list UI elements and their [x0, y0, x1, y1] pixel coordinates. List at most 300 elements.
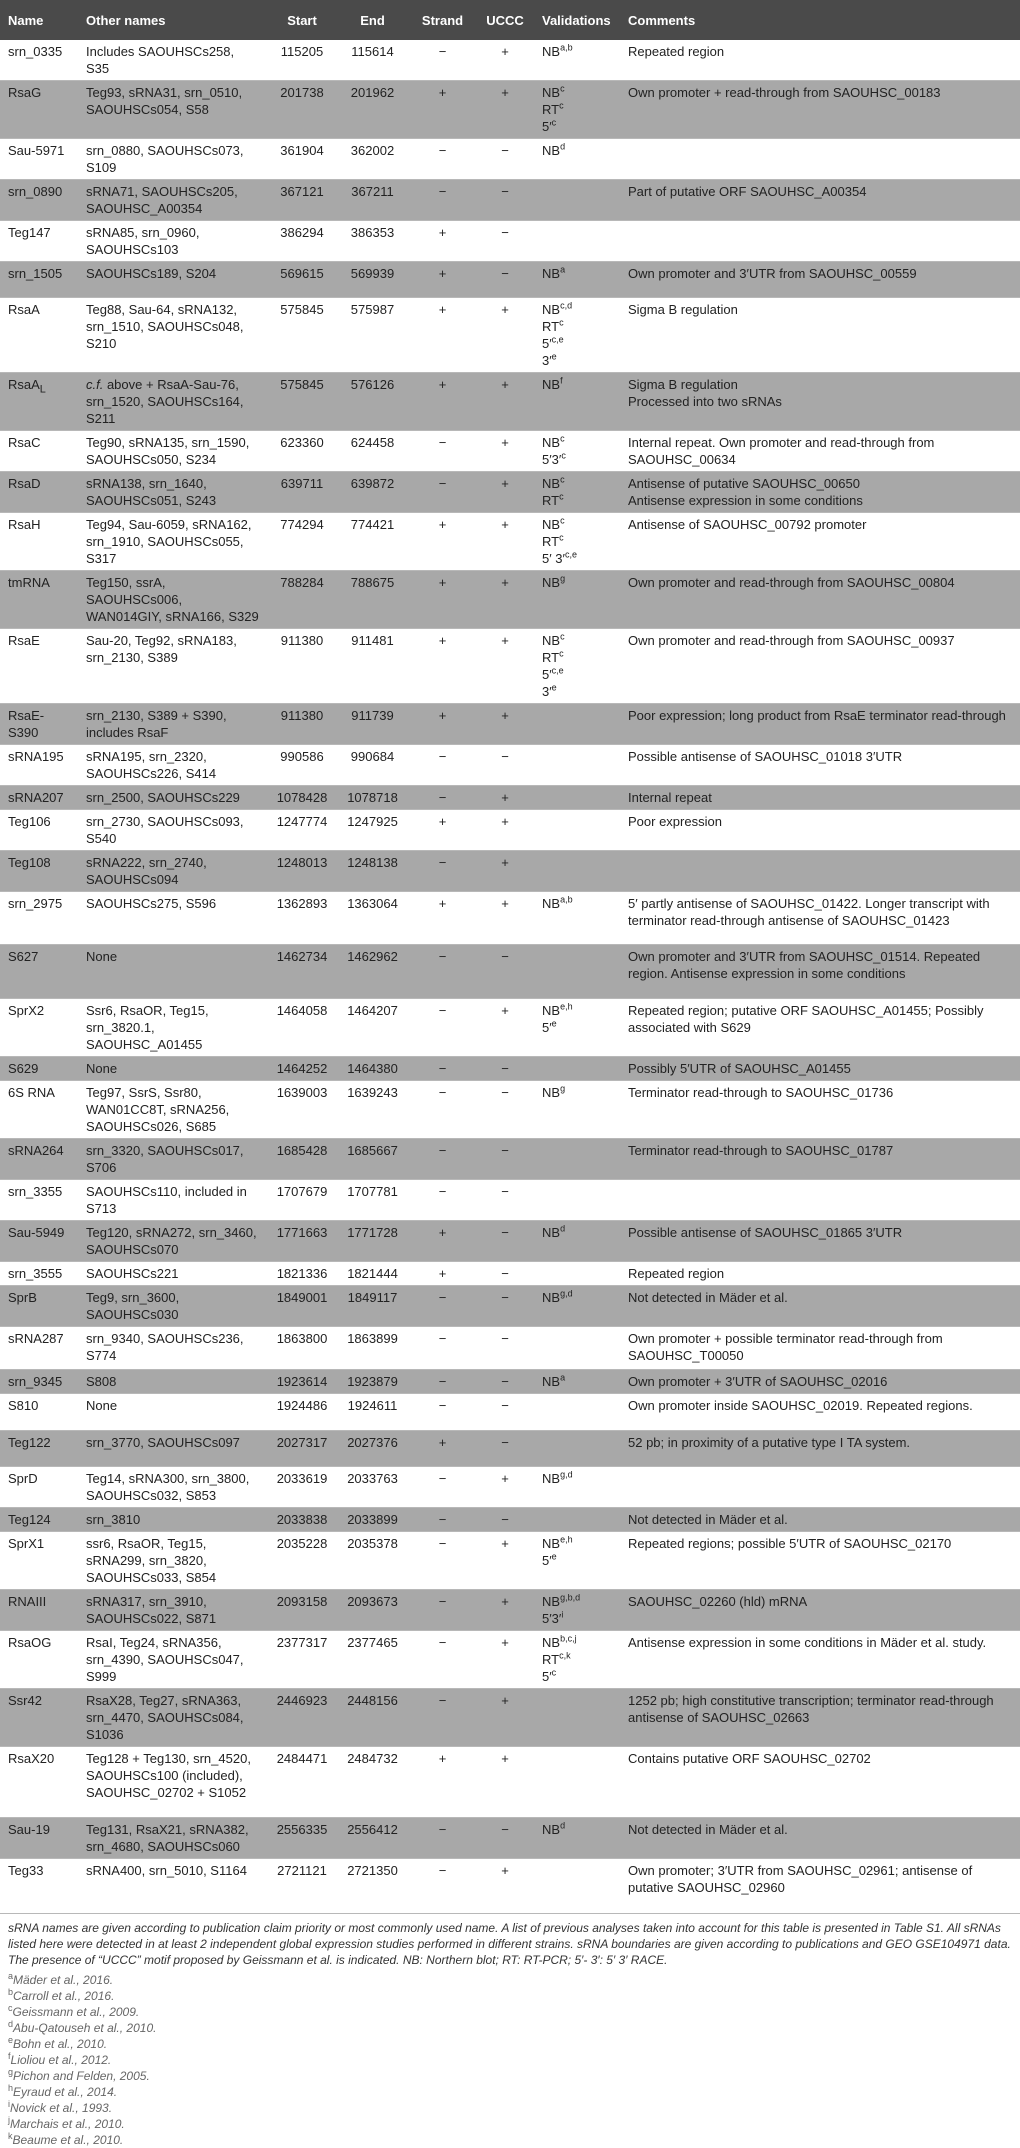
- cell-strand: −: [438, 1085, 447, 1100]
- cell-comments: Sigma B regulation: [628, 302, 738, 317]
- cell-uccc: −: [476, 1221, 534, 1262]
- table-row: [0, 1532, 1020, 1590]
- col-header-name: Name: [0, 0, 78, 40]
- cell-start: 2035228: [276, 1536, 328, 1551]
- cell-strand: −: [409, 851, 476, 892]
- table-notes: [0, 1914, 1020, 2148]
- table-row: [0, 1081, 1020, 1139]
- cell-name: Teg108: [0, 851, 78, 892]
- cell-comments: Repeated region: [628, 1266, 725, 1281]
- cell-uccc: −: [476, 180, 534, 221]
- cell-comments: Possible antisense of SAOUHSC_01018 3′UTR: [628, 749, 903, 764]
- cell-strand: +: [438, 1751, 447, 1766]
- cell-validations: NB$^{b,c,j}$ RT$^{c,k}$ $5'^c$: [542, 1633, 577, 1684]
- footnote: $^b$Carroll et al., 2016.: [8, 1987, 115, 2003]
- cell-strand: −: [409, 472, 476, 513]
- cell-name: RsaD: [0, 472, 78, 513]
- cell-validations: [534, 1859, 620, 1914]
- cell-other-names: None: [78, 945, 268, 999]
- cell-other-names: Includes SAOUHSCs258, S35: [86, 44, 235, 76]
- cell-name: SprD: [8, 1471, 38, 1486]
- table-row: [0, 704, 1020, 745]
- cell-name: RsaH: [8, 517, 41, 532]
- cell-start: 575845: [280, 302, 324, 317]
- cell-other-names: srn_2130, S389 + S390, includes RsaF: [78, 704, 268, 745]
- cell-uccc: −: [476, 945, 534, 999]
- cell-comments: Repeated region: [628, 44, 725, 59]
- cell-other-names: Teg88, Sau-64, sRNA132, srn_1510, SAOUHSCs048, S210: [86, 302, 244, 351]
- cell-start: 911380: [280, 633, 324, 648]
- cell-other-names: srn_2730, SAOUHSCs093, S540: [86, 814, 244, 846]
- cell-validations: [534, 1262, 620, 1286]
- cell-uccc: −: [501, 749, 509, 764]
- table-row: [0, 1508, 1020, 1532]
- cell-other-names: sRNA222, srn_2740, SAOUHSCs094: [78, 851, 268, 892]
- cell-uccc: +: [501, 517, 509, 532]
- table-row: [0, 1689, 1020, 1747]
- cell-name: srn_1505: [0, 262, 78, 298]
- cell-uccc: +: [501, 814, 509, 829]
- cell-validations: [534, 745, 620, 786]
- cell-end: 1849117: [336, 1286, 409, 1327]
- cell-uccc: −: [501, 143, 509, 158]
- cell-validations: [534, 810, 620, 851]
- cell-uccc: +: [501, 633, 509, 648]
- cell-name: Ssr42: [0, 1689, 78, 1747]
- cell-other-names: Teg14, sRNA300, srn_3800, SAOUHSCs032, S853: [86, 1471, 250, 1503]
- table-row: [0, 1057, 1020, 1081]
- cell-name: srn_3355: [8, 1184, 63, 1199]
- cell-uccc: +: [476, 704, 534, 745]
- cell-start: 1685428: [268, 1139, 336, 1180]
- footnote: $^g$Pichon and Felden, 2005.: [8, 2067, 150, 2083]
- cell-start: 115205: [280, 44, 324, 59]
- cell-other-names: Teg150, ssrA, SAOUHSCs006, WAN014GIY, sRNA166, S329: [78, 571, 268, 629]
- cell-uccc: −: [476, 1286, 534, 1327]
- cell-start: 1078428: [268, 786, 336, 810]
- cell-other-names: Teg90, sRNA135, srn_1590, SAOUHSCs050, S234: [86, 435, 250, 467]
- cell-other-names: SAOUHSCs275, S596: [86, 896, 217, 911]
- cell-strand: −: [409, 1057, 476, 1081]
- cell-comments: Not detected in Mäder et al.: [620, 1818, 1020, 1859]
- cell-validations: $NB^c$ $RT^c$: [534, 472, 620, 513]
- table-row: [0, 999, 1020, 1057]
- cell-comments: [620, 851, 1020, 892]
- cell-comments: Own promoter and 3′UTR from SAOUHSC_00559: [620, 262, 1020, 298]
- cell-end: 774421: [350, 517, 395, 532]
- cell-validations: [534, 1747, 620, 1818]
- cell-start: 1639003: [276, 1085, 328, 1100]
- table-row: [0, 1139, 1020, 1180]
- cell-name: RNAIII: [0, 1590, 78, 1631]
- cell-validations: $NB^d$: [542, 141, 566, 158]
- cell-strand: −: [409, 1370, 476, 1394]
- cell-other-names: srn_3810: [78, 1508, 268, 1532]
- cell-comments: Not detected in Mäder et al.: [620, 1508, 1020, 1532]
- cell-name: SprX1: [8, 1536, 45, 1551]
- cell-end: 2033899: [336, 1508, 409, 1532]
- cell-start: 774294: [280, 517, 324, 532]
- cell-validations: [534, 1394, 620, 1431]
- cell-strand: +: [438, 302, 447, 317]
- cell-start: 2027317: [268, 1431, 336, 1467]
- cell-name: 6S RNA: [8, 1085, 55, 1100]
- cell-name: sRNA264: [0, 1139, 78, 1180]
- cell-start: 575845: [268, 373, 336, 431]
- footnote: $^k$Beaume et al., 2010.: [8, 2131, 124, 2147]
- cell-validations: [534, 180, 620, 221]
- cell-end: 1707781: [347, 1184, 398, 1199]
- table-row: [0, 373, 1020, 431]
- cell-start: 1924486: [276, 1398, 328, 1413]
- cell-uccc: +: [476, 786, 534, 810]
- cell-end: 1462962: [336, 945, 409, 999]
- cell-strand: −: [409, 1139, 476, 1180]
- table-row: [0, 1370, 1020, 1394]
- cell-uccc: +: [476, 1689, 534, 1747]
- cell-comments: Terminator read-through to SAOUHSC_01736: [628, 1085, 894, 1100]
- cell-uccc: −: [501, 1266, 509, 1281]
- cell-validations: NB$^{e,h}$ $5'^e$: [542, 1534, 573, 1568]
- cell-end: 624458: [350, 435, 395, 450]
- cell-start: 201738: [268, 81, 336, 139]
- cell-end: 2377465: [347, 1635, 398, 1650]
- cell-end: 576126: [336, 373, 409, 431]
- cell-other-names: sRNA400, srn_5010, S1164: [86, 1863, 247, 1878]
- cell-validations: [534, 1057, 620, 1081]
- cell-end: 367211: [336, 180, 409, 221]
- cell-validations: $NB^c$ $RT^c$ $5'^c$: [534, 81, 620, 139]
- cell-end: 1924611: [347, 1398, 398, 1413]
- cell-validations: NB$^{a,b}$: [542, 894, 573, 911]
- cell-strand: −: [409, 786, 476, 810]
- cell-other-names: RsaI, Teg24, sRNA356, srn_4390, SAOUHSCs047, S999: [86, 1635, 244, 1684]
- cell-comments: 52 pb; in proximity of a putative type I TA system.: [620, 1431, 1020, 1467]
- cell-start: 2484471: [276, 1751, 328, 1766]
- cell-strand: +: [409, 373, 476, 431]
- cell-end: 911481: [351, 633, 394, 648]
- cell-uccc: +: [501, 1003, 509, 1018]
- col-header-end: End: [336, 0, 409, 40]
- cell-uccc: +: [476, 851, 534, 892]
- table-row: [0, 1262, 1020, 1286]
- cell-validations: [534, 1139, 620, 1180]
- footnote: $^f$Lioliou et al., 2012.: [8, 2051, 112, 2067]
- cell-start: 1362893: [276, 896, 328, 911]
- cell-uccc: −: [501, 1085, 509, 1100]
- cell-start: 1248013: [268, 851, 336, 892]
- cell-start: 2446923: [268, 1689, 336, 1747]
- cell-validations: $NB^a$: [534, 262, 620, 298]
- cell-comments: Repeated regions; possible 5′UTR of SAOUHSC_02170: [628, 1536, 952, 1551]
- cell-strand: +: [409, 571, 476, 629]
- cell-strand: +: [438, 633, 447, 648]
- cell-uccc: −: [501, 1184, 509, 1199]
- cell-other-names: S808: [78, 1370, 268, 1394]
- cell-name: RsaE-S390: [0, 704, 78, 745]
- cell-strand: −: [409, 1590, 476, 1631]
- cell-end: 2448156: [336, 1689, 409, 1747]
- cell-uccc: +: [501, 435, 509, 450]
- cell-start: 1923614: [268, 1370, 336, 1394]
- cell-name: Teg147: [8, 225, 51, 240]
- cell-strand: −: [438, 1331, 447, 1346]
- cell-end: 201962: [336, 81, 409, 139]
- table-row: [0, 810, 1020, 851]
- cell-other-names: Teg93, sRNA31, srn_0510, SAOUHSCs054, S58: [78, 81, 268, 139]
- table-row: [0, 1431, 1020, 1467]
- cell-validations: [534, 1431, 620, 1467]
- cell-uccc: −: [476, 1508, 534, 1532]
- cell-uccc: +: [501, 1471, 509, 1486]
- cell-uccc: −: [501, 1398, 509, 1413]
- table-row: [0, 262, 1020, 298]
- table-row: [0, 1180, 1020, 1221]
- cell-strand: −: [409, 1286, 476, 1327]
- cell-start: 361904: [280, 143, 324, 158]
- table-row: [0, 1631, 1020, 1689]
- cell-uccc: +: [476, 373, 534, 431]
- cell-name: srn_2975: [8, 896, 63, 911]
- cell-other-names: SAOUHSCs189, S204: [78, 262, 268, 298]
- cell-other-names: Teg131, RsaX21, sRNA382, srn_4680, SAOUHSCs060: [78, 1818, 268, 1859]
- cell-uccc: +: [501, 44, 509, 59]
- cell-other-names: sRNA317, srn_3910, SAOUHSCs022, S871: [78, 1590, 268, 1631]
- cell-comments: Own promoter and read-through from SAOUHSC_00804: [620, 571, 1020, 629]
- cell-comments: Contains putative ORF SAOUHSC_02702: [628, 1751, 871, 1766]
- cell-start: 1849001: [268, 1286, 336, 1327]
- cell-other-names: sRNA195, srn_2320, SAOUHSCs226, S414: [86, 749, 217, 781]
- cell-start: 639711: [268, 472, 336, 513]
- cell-name: S629: [0, 1057, 78, 1081]
- cell-strand: −: [409, 1818, 476, 1859]
- cell-uccc: +: [501, 1751, 509, 1766]
- cell-uccc: +: [476, 571, 534, 629]
- cell-name: Teg122: [0, 1431, 78, 1467]
- cell-other-names: Teg120, sRNA272, srn_3460, SAOUHSCs070: [78, 1221, 268, 1262]
- cell-validations: [534, 1689, 620, 1747]
- cell-comments: Sigma B regulation Processed into two sRNAs: [620, 373, 1020, 431]
- cell-start: 990586: [280, 749, 324, 764]
- cell-comments: Own promoter inside SAOUHSC_02019. Repeated regions.: [628, 1398, 973, 1413]
- cell-other-names: ssr6, RsaOR, Teg15, sRNA299, srn_3820, SAOUHSCs033, S854: [86, 1536, 217, 1585]
- cell-comments: Terminator read-through to SAOUHSC_01787: [620, 1139, 1020, 1180]
- cell-other-names: srn_3770, SAOUHSCs097: [78, 1431, 268, 1467]
- cell-name: S810: [8, 1398, 39, 1413]
- col-header-start: Start: [268, 0, 336, 40]
- cell-strand: −: [438, 1536, 447, 1551]
- cell-end: 115614: [351, 44, 394, 59]
- cell-start: 623360: [280, 435, 324, 450]
- cell-end: 362002: [350, 143, 395, 158]
- table-row: [0, 180, 1020, 221]
- table-notes-intro: sRNA names are given according to publication claim priority or most commonly used name. A list of previous analyses taken into account for this table is presented in Table S1. All sRNAs listed here were detected in at least 2 independent global expression studies performed in different strains. sRNA boundaries are given according to publications and GEO GSE104971 data. The presence of “UCCC” motif proposed by Geissmann et al. is indicated. NB: Northern blot; RT: RT-PCR; 5′- 3′: 5′ 3′ RACE.: [8, 1921, 1011, 1967]
- cell-other-names: Ssr6, RsaOR, Teg15, srn_3820.1, SAOUHSC_A01455: [86, 1003, 209, 1052]
- cell-uccc: −: [476, 262, 534, 298]
- cell-other-names: sRNA71, SAOUHSCs205, SAOUHSC_A00354: [78, 180, 268, 221]
- cell-strand: +: [438, 1266, 447, 1281]
- cell-start: 1464058: [276, 1003, 328, 1018]
- cell-other-names: Sau-20, Teg92, sRNA183, srn_2130, S389: [86, 633, 237, 665]
- cell-start: 2033619: [276, 1471, 328, 1486]
- cell-comments: Part of putative ORF SAOUHSC_A00354: [620, 180, 1020, 221]
- cell-end: 1771728: [336, 1221, 409, 1262]
- footnote-list: [8, 1972, 1012, 2148]
- cell-other-names: srn_3320, SAOUHSCs017, S706: [78, 1139, 268, 1180]
- cell-other-names: c.f. above + RsaA-Sau-76, srn_1520, SAOUHSCs164, S211: [78, 373, 268, 431]
- cell-comments: [620, 139, 1020, 180]
- table-row: [0, 513, 1020, 571]
- cell-validations: NB$^{c,d}$ $RT^c$ $5'^{c,e}$ $3'^e$: [542, 300, 573, 368]
- cell-strand: −: [438, 143, 447, 158]
- cell-strand: +: [409, 262, 476, 298]
- cell-comments: Possible antisense of SAOUHSC_01865 3′UTR: [620, 1221, 1020, 1262]
- cell-validations: [534, 945, 620, 999]
- table-row: [0, 298, 1020, 373]
- cell-start: 1771663: [268, 1221, 336, 1262]
- cell-strand: −: [438, 1398, 447, 1413]
- footnote: $^a$Mäder et al., 2016.: [8, 1971, 114, 1987]
- cell-start: 1462734: [268, 945, 336, 999]
- footnote: $^d$Abu-Qatouseh et al., 2010.: [8, 2019, 157, 2035]
- cell-name: SprB: [0, 1286, 78, 1327]
- cell-name: sRNA207: [0, 786, 78, 810]
- cell-validations: [534, 786, 620, 810]
- table-row: [0, 745, 1020, 786]
- cell-uccc: −: [501, 1331, 509, 1346]
- cell-comments: Own promoter + read-through from SAOUHSC_00183: [620, 81, 1020, 139]
- cell-uccc: −: [476, 1818, 534, 1859]
- table-row: [0, 221, 1020, 262]
- cell-name: Sau-19: [0, 1818, 78, 1859]
- cell-other-names: srn_0880, SAOUHSCs073, S109: [86, 143, 244, 175]
- cell-comments: Repeated region; putative ORF SAOUHSC_A01455; Possibly associated with S629: [628, 1003, 984, 1035]
- table-row: [0, 40, 1020, 81]
- table-row: [0, 786, 1020, 810]
- cell-strand: −: [438, 1184, 447, 1199]
- footnote: $^i$Novick et al., 1993.: [8, 2099, 113, 2115]
- cell-end: 2556412: [336, 1818, 409, 1859]
- table-row: [0, 629, 1020, 704]
- cell-start: 1247774: [276, 814, 328, 829]
- cell-comments: [620, 1467, 1020, 1508]
- cell-end: 2033763: [347, 1471, 398, 1486]
- cell-end: 1078718: [336, 786, 409, 810]
- cell-other-names: sRNA138, srn_1640, SAOUHSCs051, S243: [78, 472, 268, 513]
- cell-comments: Own promoter and 3′UTR from SAOUHSC_01514. Repeated region. Antisense expression in some conditions: [620, 945, 1020, 999]
- cell-uccc: −: [476, 1431, 534, 1467]
- cell-end: 2035378: [347, 1536, 398, 1551]
- table-row: [0, 431, 1020, 472]
- cell-name: Sau-5949: [0, 1221, 78, 1262]
- cell-name: Teg33: [8, 1863, 44, 1878]
- cell-validations: $NB^c$ $RT^c$ $5'^{c,e}$ $3'^e$: [542, 631, 565, 699]
- cell-strand: −: [438, 1471, 447, 1486]
- cell-other-names: None: [78, 1057, 268, 1081]
- table-header-row: [0, 0, 1020, 40]
- cell-end: 1923879: [336, 1370, 409, 1394]
- cell-uccc: −: [501, 225, 509, 240]
- cell-other-names: Teg9, srn_3600, SAOUHSCs030: [78, 1286, 268, 1327]
- cell-validations: $NB^d$: [534, 1221, 620, 1262]
- cell-end: 639872: [336, 472, 409, 513]
- col-header-strand: Strand: [409, 0, 476, 40]
- cell-comments: Antisense of putative SAOUHSC_00650 Antisense expression in some conditions: [620, 472, 1020, 513]
- cell-comments: Not detected in Mäder et al.: [620, 1286, 1020, 1327]
- cell-name: srn_9345: [0, 1370, 78, 1394]
- cell-strand: −: [438, 749, 447, 764]
- cell-end: 788675: [336, 571, 409, 629]
- cell-comments: 5′ partly antisense of SAOUHSC_01422. Longer transcript with terminator read-through antisense of SAOUHSC_01423: [628, 896, 990, 928]
- cell-end: 1464380: [336, 1057, 409, 1081]
- cell-comments: SAOUHSC_02260 (hld) mRNA: [620, 1590, 1020, 1631]
- table-row: [0, 1859, 1020, 1914]
- cell-name: RsaA: [8, 302, 40, 317]
- cell-start: 788284: [268, 571, 336, 629]
- cell-name: RsaG: [0, 81, 78, 139]
- cell-start: 386294: [280, 225, 324, 240]
- cell-comments: Own promoter; 3′UTR from SAOUHSC_02961; antisense of putative SAOUHSC_02960: [628, 1863, 973, 1895]
- cell-validations: NB$^{g,d}$: [534, 1286, 620, 1327]
- cell-strand: +: [438, 896, 447, 911]
- cell-name: Teg124: [0, 1508, 78, 1532]
- cell-name: S627: [0, 945, 78, 999]
- cell-comments: Internal repeat. Own promoter and read-through from SAOUHSC_00634: [628, 435, 935, 467]
- table-row: [0, 1467, 1020, 1508]
- cell-comments: [620, 221, 1020, 262]
- cell-end: 2093673: [336, 1590, 409, 1631]
- cell-comments: Poor expression: [628, 814, 722, 829]
- cell-comments: [620, 1180, 1020, 1221]
- cell-start: 1863800: [276, 1331, 328, 1346]
- cell-validations: [534, 704, 620, 745]
- cell-strand: +: [438, 814, 447, 829]
- cell-name: Teg106: [8, 814, 51, 829]
- cell-name: RsaE: [8, 633, 40, 648]
- table-row: [0, 571, 1020, 629]
- cell-name: RsaA$_L$: [0, 373, 78, 431]
- cell-end: 911739: [336, 704, 409, 745]
- cell-start: 1821336: [276, 1266, 328, 1281]
- table-row: [0, 1286, 1020, 1327]
- cell-strand: −: [438, 435, 447, 450]
- cell-validations: NB$^{g,d}$: [542, 1469, 573, 1486]
- footnote: $^j$Marchais et al., 2010.: [8, 2115, 125, 2131]
- cell-validations: $NB^g$: [542, 1083, 566, 1100]
- cell-end: 1639243: [347, 1085, 398, 1100]
- cell-end: 1464207: [347, 1003, 398, 1018]
- cell-strand: −: [438, 1635, 447, 1650]
- cell-comments: Own promoter + 3′UTR of SAOUHSC_02016: [620, 1370, 1020, 1394]
- table-row: [0, 1590, 1020, 1631]
- cell-validations: $NB^a$: [534, 1370, 620, 1394]
- cell-comments: 1252 pb; high constitutive transcription; terminator read-through antisense of SAOUHSC_02663: [620, 1689, 1020, 1747]
- cell-other-names: RsaX28, Teg27, sRNA363, srn_4470, SAOUHSCs084, S1036: [78, 1689, 268, 1747]
- cell-uccc: −: [476, 1370, 534, 1394]
- cell-validations: [534, 1327, 620, 1370]
- cell-start: 2377317: [276, 1635, 328, 1650]
- table-row: [0, 1394, 1020, 1431]
- cell-uccc: +: [501, 896, 509, 911]
- cell-other-names: sRNA85, srn_0960, SAOUHSCs103: [86, 225, 200, 257]
- cell-end: 1863899: [347, 1331, 398, 1346]
- cell-end: 2484732: [347, 1751, 398, 1766]
- cell-comments: Own promoter and read-through from SAOUHSC_00937: [628, 633, 955, 648]
- cell-start: 2721121: [277, 1863, 327, 1878]
- footnote: $^c$Geissmann et al., 2009.: [8, 2003, 140, 2019]
- table-body: [0, 40, 1020, 1914]
- cell-validations: $NB^f$: [534, 373, 620, 431]
